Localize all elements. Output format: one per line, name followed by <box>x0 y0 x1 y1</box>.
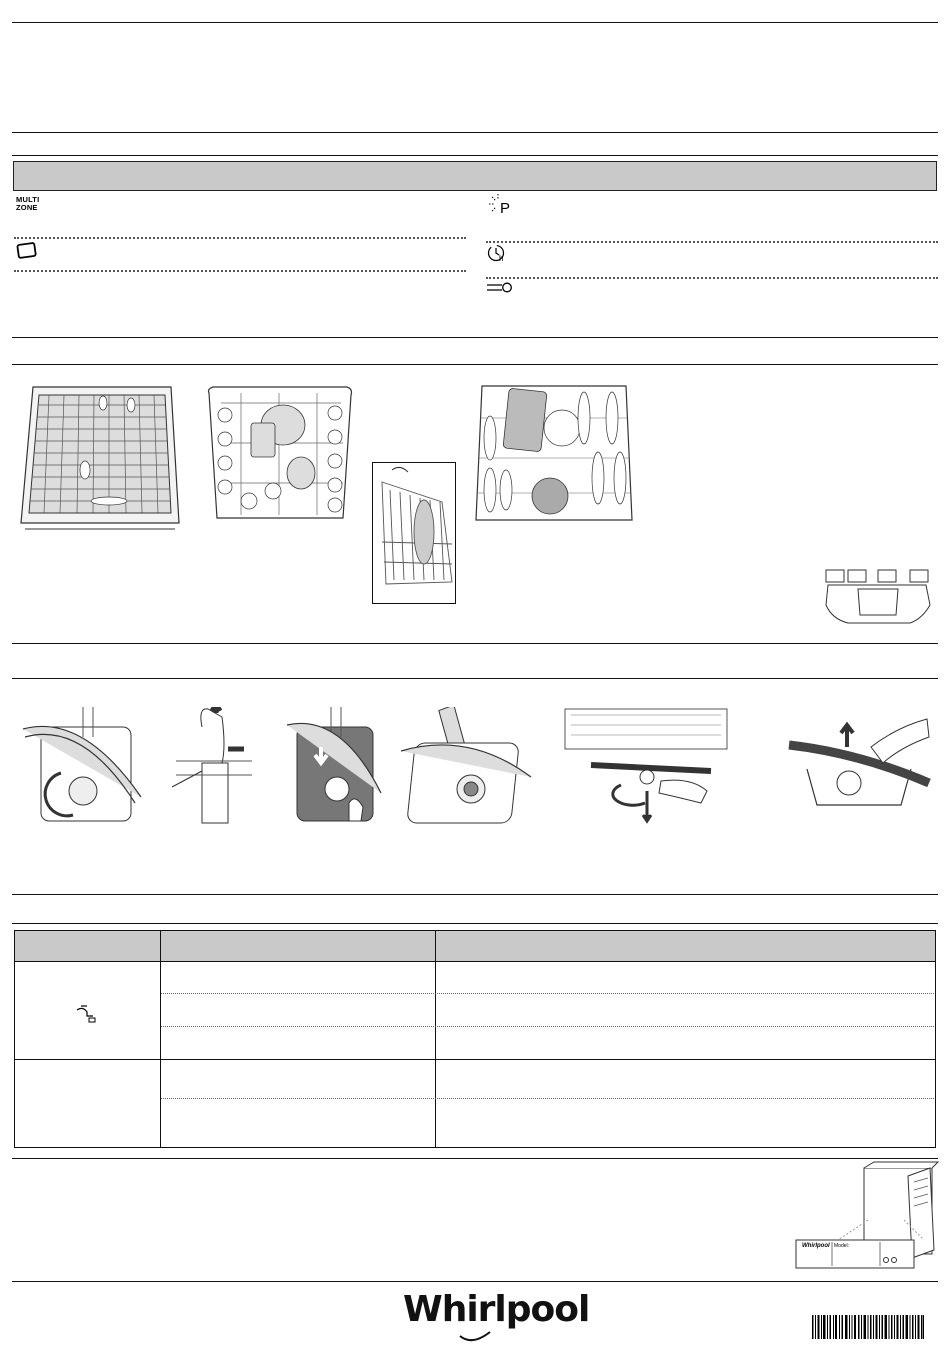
power-clean-letter: P <box>500 200 511 216</box>
upper-rack-illustration <box>201 383 357 533</box>
section-rule-2 <box>12 155 938 156</box>
power-clean-icon <box>486 192 516 216</box>
delay-start-icon <box>486 243 510 263</box>
section-rule-5 <box>12 643 938 644</box>
lower-rack-illustration <box>472 378 636 530</box>
spray-arm-removal-step1 <box>21 707 146 825</box>
table-dotted-divider <box>161 993 934 994</box>
dishwasher-rating-plate-illustration <box>794 1160 940 1272</box>
table-col-divider-1 <box>160 931 161 1147</box>
section-rule-8 <box>12 923 938 924</box>
water-tap-icon <box>75 1004 99 1024</box>
divider-dotted <box>486 277 938 279</box>
spray-arm-clean-step <box>399 707 534 825</box>
spray-arm-removal-step2 <box>285 707 385 825</box>
key-lock-icon <box>486 281 516 295</box>
section-rule-6 <box>12 678 938 679</box>
lower-spray-arm-step <box>787 707 932 825</box>
rating-plate-model: Model: <box>834 1243 850 1249</box>
options-header-band <box>13 161 937 191</box>
filter-removal-step <box>172 707 254 825</box>
table-dotted-divider <box>161 1098 934 1099</box>
divider-dotted <box>14 270 466 272</box>
multizone-icon-line1: MULTI <box>16 195 40 204</box>
whirlpool-logo: Whirlpool <box>403 1289 590 1330</box>
logo-swoosh <box>448 1292 518 1344</box>
divider-dotted <box>14 237 466 239</box>
section-rule-4 <box>12 364 938 365</box>
multizone-icon <box>16 196 39 212</box>
top-rule <box>12 22 938 23</box>
divider-dotted <box>486 241 938 243</box>
table-row-divider <box>15 1059 935 1060</box>
rating-plate-brand: Whirlpool <box>802 1243 830 1249</box>
section-rule-7 <box>12 894 938 895</box>
table-header-row <box>15 931 935 962</box>
cutlery-tray-illustration <box>19 383 181 535</box>
tablet-icon <box>16 242 38 259</box>
troubleshooting-table <box>14 930 936 1148</box>
upper-spray-arm-step <box>561 707 731 825</box>
section-rule-1 <box>12 132 938 133</box>
table-dotted-divider <box>161 1026 934 1027</box>
foldable-rack-detail <box>372 462 458 606</box>
barcode-icon <box>812 1315 924 1339</box>
section-rule-3 <box>12 337 938 338</box>
svg-text:h: h <box>499 254 504 263</box>
multizone-icon-line2: ZONE <box>16 203 38 212</box>
footer-rule <box>12 1281 938 1282</box>
table-col-divider-2 <box>435 931 436 1147</box>
cutlery-basket-accessory <box>818 565 938 629</box>
section-rule-9 <box>12 1158 938 1159</box>
